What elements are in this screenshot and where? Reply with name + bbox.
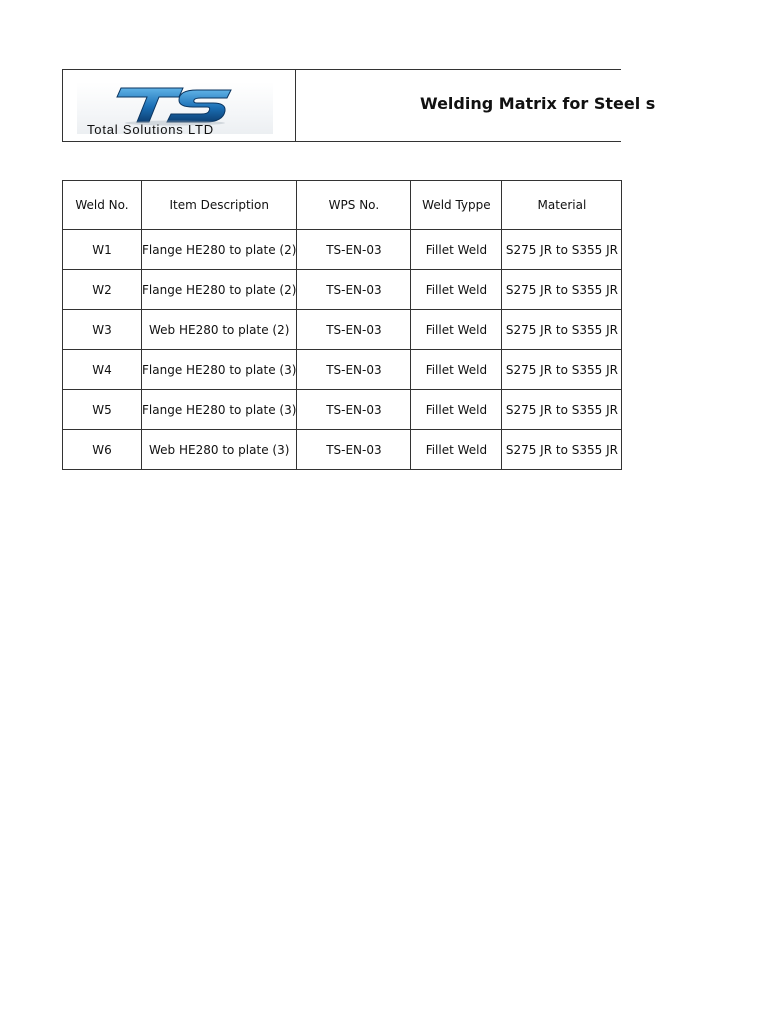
title-cell (296, 70, 656, 141)
item-description-cell: Flange HE280 to plate (3) (142, 390, 297, 430)
wps-no-cell: TS-EN-03 (297, 270, 411, 310)
weld-type-cell: Fillet Weld (411, 310, 502, 350)
weld-type-cell: Fillet Weld (411, 350, 502, 390)
weld-type-cell: Fillet Weld (411, 430, 502, 470)
weld-type-cell: Fillet Weld (411, 230, 502, 270)
logo-cell (63, 70, 296, 141)
weld-no-cell: W4 (63, 350, 142, 390)
material-cell: S275 JR to S355 JR (502, 230, 622, 270)
wps-no-cell: TS-EN-03 (297, 430, 411, 470)
wps-no-cell: TS-EN-03 (297, 390, 411, 430)
company-name: Total Solutions LTD (87, 122, 214, 137)
weld-no-cell: W6 (63, 430, 142, 470)
item-description-cell: Flange HE280 to plate (3) (142, 350, 297, 390)
material-cell: S275 JR to S355 JR (502, 390, 622, 430)
table-row (63, 310, 622, 350)
weld-no-cell: W2 (63, 270, 142, 310)
document-title: Welding Matrix for Steel s (420, 94, 656, 113)
column-header-weld-no: Weld No. (63, 181, 142, 230)
table-row (63, 230, 622, 270)
column-header-item-description: Item Description (142, 181, 297, 230)
table-header-row (63, 181, 622, 230)
table-row (63, 430, 622, 470)
material-cell: S275 JR to S355 JR (502, 430, 622, 470)
wps-no-cell: TS-EN-03 (297, 350, 411, 390)
weld-no-cell: W3 (63, 310, 142, 350)
weld-no-cell: W1 (63, 230, 142, 270)
column-header-weld-type: Weld Typpe (411, 181, 502, 230)
wps-no-cell: TS-EN-03 (297, 230, 411, 270)
material-cell: S275 JR to S355 JR (502, 310, 622, 350)
weld-type-cell: Fillet Weld (411, 270, 502, 310)
document-header (62, 69, 656, 142)
material-cell: S275 JR to S355 JR (502, 270, 622, 310)
item-description-cell: Flange HE280 to plate (2) (142, 270, 297, 310)
item-description-cell: Web HE280 to plate (3) (142, 430, 297, 470)
wps-no-cell: TS-EN-03 (297, 310, 411, 350)
weld-type-cell: Fillet Weld (411, 390, 502, 430)
item-description-cell: Web HE280 to plate (2) (142, 310, 297, 350)
item-description-cell: Flange HE280 to plate (2) (142, 230, 297, 270)
table-row (63, 350, 622, 390)
material-cell: S275 JR to S355 JR (502, 350, 622, 390)
column-header-wps-no: WPS No. (297, 181, 411, 230)
column-header-material: Material (502, 181, 622, 230)
table-row (63, 270, 622, 310)
weld-no-cell: W5 (63, 390, 142, 430)
welding-matrix-table (62, 180, 622, 470)
ts-logo-icon (113, 84, 243, 126)
table-row (63, 390, 622, 430)
